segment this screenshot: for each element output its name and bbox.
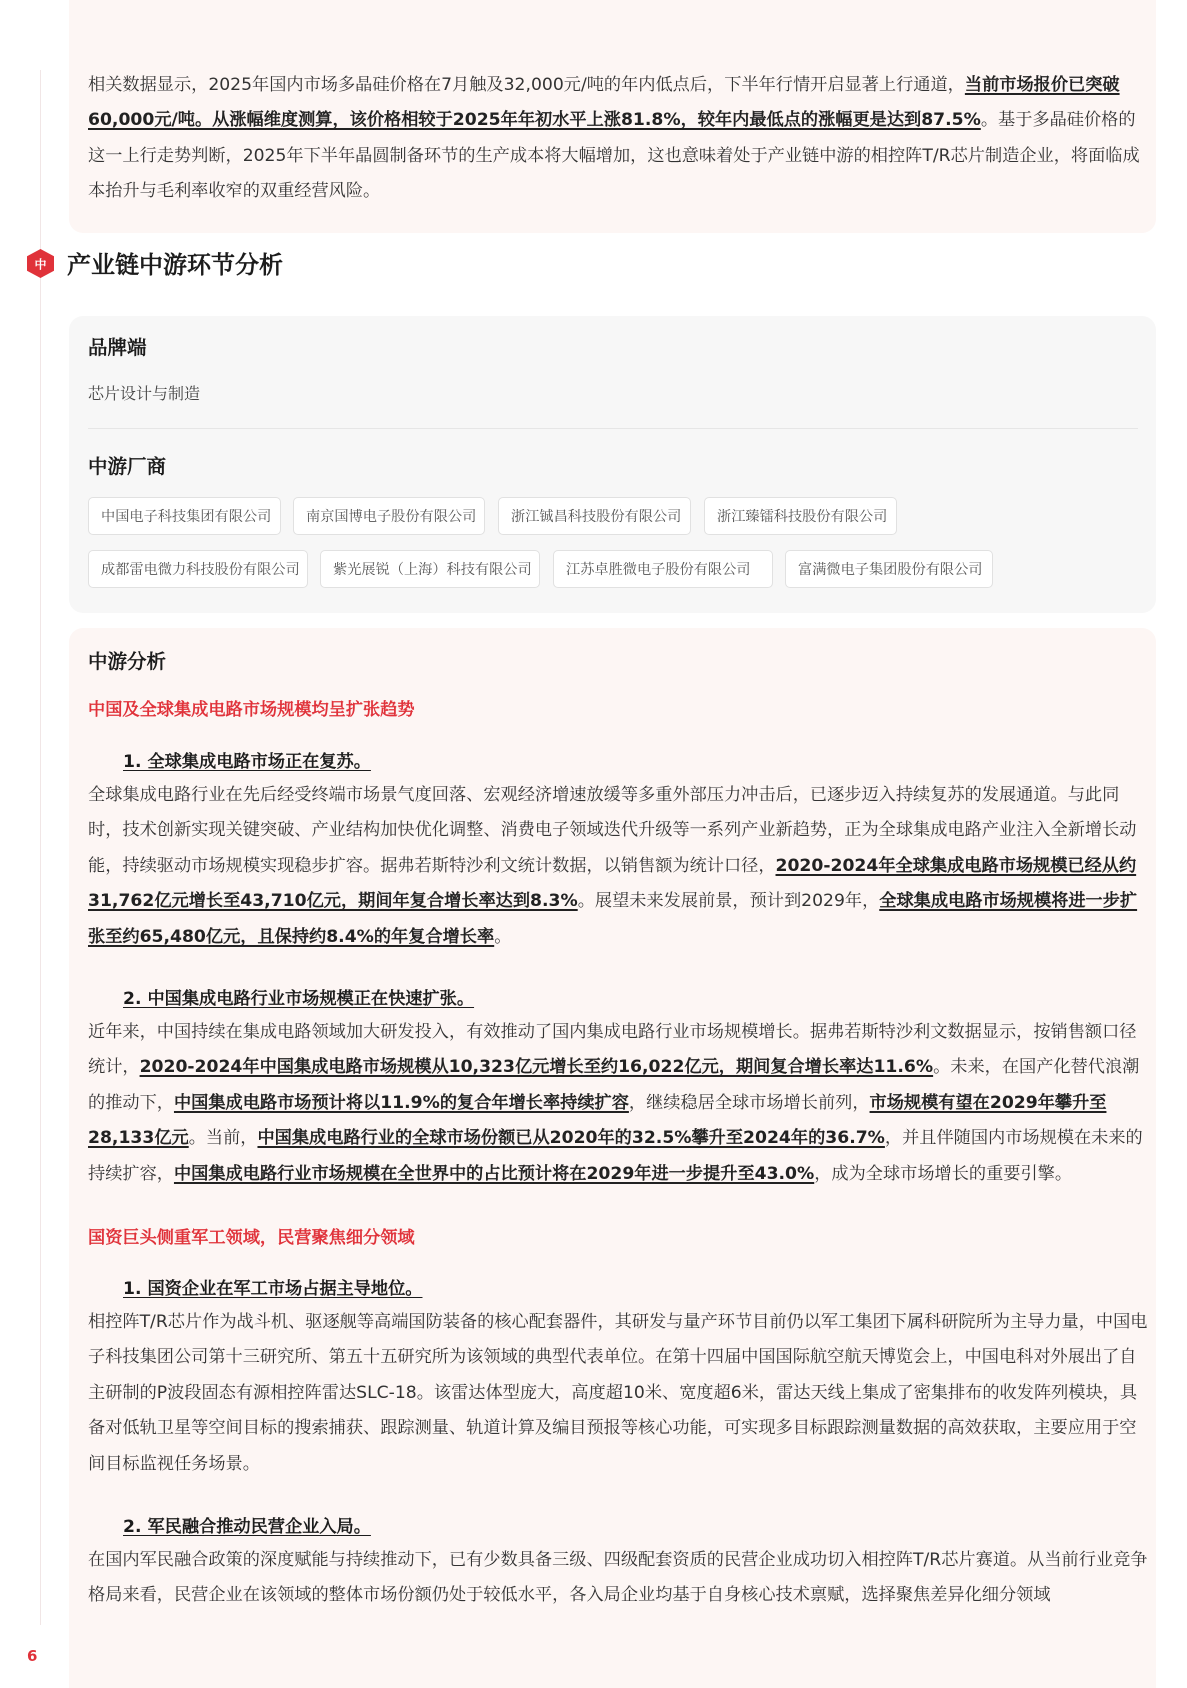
vendor-tag[interactable]: 南京国博电子股份有限公司 [293, 497, 485, 535]
subsection-heading: 2. 中国集成电路行业市场规模正在快速扩张。 [123, 989, 475, 1009]
section-title: 产业链中游环节分析 [67, 251, 283, 279]
subsection-heading: 2. 军民融合推动民营企业入局。 [123, 1517, 371, 1537]
analysis-paragraph [88, 1543, 1148, 1614]
brand-title: 品牌端 [88, 336, 147, 359]
body-text: 近年来，中国持续在集成电路领域加大研发投入，有效推动了国内集成电路行业市场规模增长。据弗若斯特沙利文数据显示，按销售额口径统计， [88, 1022, 1137, 1078]
analysis-paragraph [88, 1305, 1148, 1482]
body-text: 。基于多晶硅价格的这一上行走势判断，2025年下半年晶圆制备环节的生产成本将大幅增加，这也意味着处于产业链中游的相控阵T/R芯片制造企业，将面临成本抬升与毛利率收窄的双重经营风险。 [88, 110, 1140, 202]
brand-subtitle: 芯片设计与制造 [88, 384, 201, 403]
analysis-paragraph [88, 1015, 1148, 1192]
vendor-tag[interactable]: 江苏卓胜微电子股份有限公司 [553, 550, 773, 588]
emphasis-text: 2020-2024年中国集成电路市场规模从10,323亿元增长至约16,022亿元，期间复合增长率达11.6% [139, 1057, 934, 1078]
body-text: ，继续稳居全球市场增长前列， [628, 1092, 870, 1113]
vendor-tag[interactable]: 成都雷电微力科技股份有限公司 [88, 550, 308, 588]
emphasis-text: 市场规模有望在2029年攀升至28,133亿元 [88, 1092, 1107, 1149]
emphasis-text: 2020-2024年全球集成电路市场规模已经从约31,762亿元增长至43,710亿元，期间年复合增长率达到8.3% [88, 855, 1137, 912]
emphasis-text: 中国集成电路市场预计将以11.9%的复合年增长率持续扩容 [173, 1092, 629, 1113]
section-icon-char: 中 [34, 257, 47, 272]
vendors-title: 中游厂商 [88, 455, 167, 478]
subsection-heading: 1. 国资企业在军工市场占据主导地位。 [123, 1279, 423, 1299]
topic-heading: 国资巨头侧重军工领域，民营聚焦细分领域 [88, 1228, 415, 1248]
body-text: ，成为全球市场增长的重要引擎。 [814, 1163, 1073, 1184]
vendor-tag[interactable]: 富满微电子集团股份有限公司 [785, 550, 993, 588]
body-text: 。未来，在国产化替代浪潮的推动下， [88, 1057, 1140, 1113]
emphasis-text: 中国集成电路行业市场规模在全世界中的占比预计将在2029年进一步提升至43.0% [173, 1163, 815, 1184]
body-text: 。 [494, 926, 512, 947]
subsection-heading: 1. 全球集成电路市场正在复苏。 [123, 752, 371, 772]
topic-heading: 中国及全球集成电路市场规模均呈扩张趋势 [88, 700, 415, 720]
vendor-tag[interactable]: 紫光展锐（上海）科技有限公司 [320, 550, 540, 588]
body-text: 相关数据显示，2025年国内市场多晶硅价格在7月触及32,000元/吨的年内低点后，下半年行情开启显著上行通道， [88, 75, 965, 95]
section-hexagon-icon [27, 249, 54, 278]
vendor-tag[interactable]: 浙江铖昌科技股份有限公司 [498, 497, 691, 535]
page-number: 6 [27, 1647, 38, 1665]
body-text: 在国内军民融合政策的深度赋能与持续推动下，已有少数具备三级、四级配套资质的民营企业成功切入相控阵T/R芯片赛道。从当前行业竞争格局来看，民营企业在该领域的整体市场份额仍处于较低水平，各入局企业均基于自身核心技术禀赋，选择聚焦差异化细分领域 [88, 1550, 1148, 1606]
intro-paragraph [88, 68, 1148, 210]
analysis-paragraph [88, 778, 1148, 955]
body-text: 。展望未来发展前景，预计到2029年， [577, 891, 880, 912]
body-text: ，并且伴随国内市场规模在未来的持续扩容， [88, 1128, 1143, 1184]
analysis-title: 中游分析 [88, 650, 167, 673]
vendor-tag[interactable]: 中国电子科技集团有限公司 [88, 497, 281, 535]
body-text: 。当前， [188, 1128, 258, 1149]
emphasis-text: 中国集成电路行业的全球市场份额已从2020年的32.5%攀升至2024年的36.7% [257, 1128, 885, 1149]
vendor-tag[interactable]: 浙江臻镭科技股份有限公司 [704, 497, 897, 535]
body-text: 相控阵T/R芯片作为战斗机、驱逐舰等高端国防装备的核心配套器件，其研发与量产环节目前仍以军工集团下属科研院所为主导力量，中国电子科技集团公司第十三研究所、第五十五研究所为该领域的典型代表单位。在第十四届中国国际航空航天博览会上，中国电科对外展出了自主研制的P波段固态有源相控阵雷达SLC-18。该雷达体型庞大，高度超10米、宽度超6米，雷达天线上集成了密集排布的收发阵列模块，具备对低轨卫星等空间目标的搜索捕获、跟踪测量、轨道计算及编目预报等核心功能，可实现多目标跟踪测量数据的高效获取，主要应用于空间目标监视任务场景。 [88, 1312, 1148, 1474]
emphasis-text: 全球集成电路市场规模将进一步扩张至约65,480亿元，且保持约8.4%的年复合增长率 [88, 891, 1138, 947]
brand-divider [88, 428, 1138, 429]
left-rail-line [40, 70, 41, 1625]
body-text: 全球集成电路行业在先后经受终端市场景气度回落、宏观经济增速放缓等多重外部压力冲击后，已逐步迈入持续复苏的发展通道。与此同时，技术创新实现关键突破、产业结构加快优化调整、消费电子领域迭代升级等一系列产业新趋势，正为全球集成电路产业注入全新增长动能，持续驱动市场规模实现稳步扩容。据弗若斯特沙利文统计数据，以销售额为统计口径， [88, 785, 1137, 876]
emphasis-text: 当前市场报价已突破60,000元/吨。从涨幅维度测算，该价格相较于2025年年初水平上涨81.8%，较年内最低点的涨幅更是达到87.5% [88, 75, 1120, 131]
